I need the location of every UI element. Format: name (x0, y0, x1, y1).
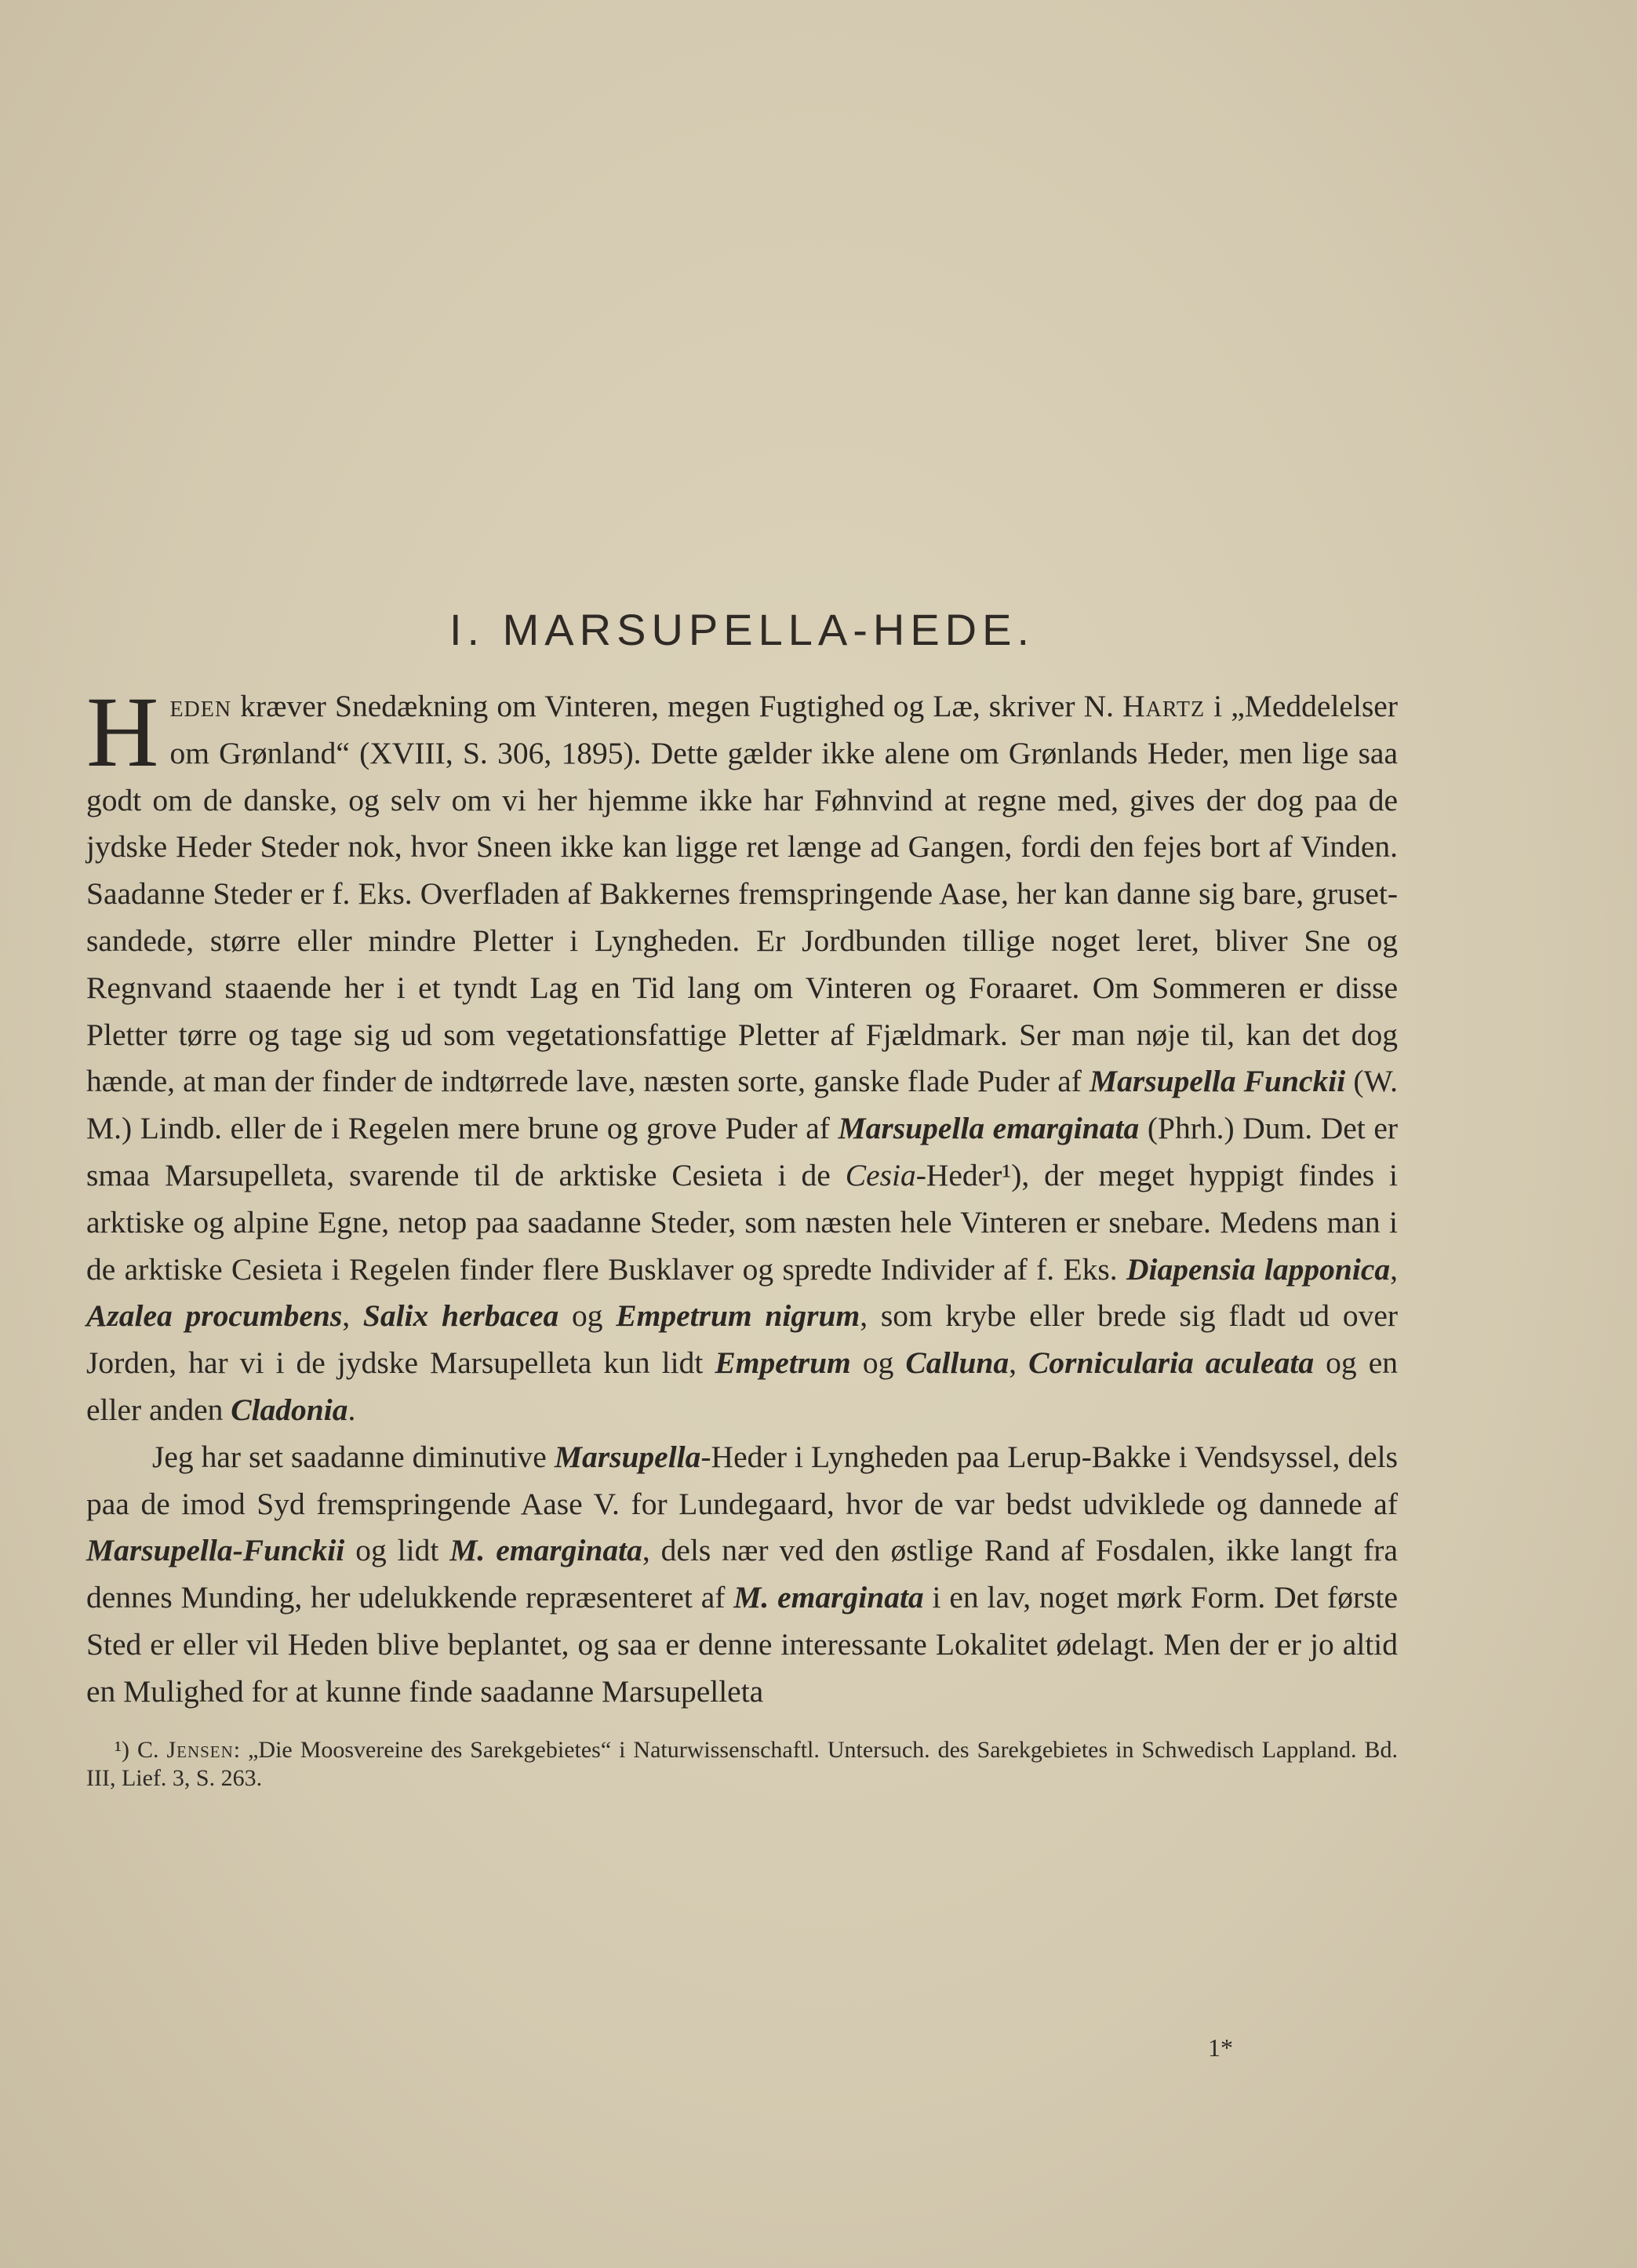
paragraph-1 (86, 676, 1399, 1434)
text-run-bi: Empetrum (715, 1345, 851, 1381)
chapter-title: I. MARSUPELLA-HEDE. (449, 605, 1035, 654)
text-run-bi: Marsupella emarginata (838, 1111, 1140, 1146)
footnote-1-body (86, 1737, 1398, 1791)
text-run-normal: , som krybe eller brede sig fladt ud over Jorden, har vi i de jydske Marsupelleta kun lidt (86, 1298, 1399, 1381)
text-run-normal: : „Die Moosvereine des Sarekgebietes“ i Naturwissenschaftl. Untersuch. des Sarekgebietes in Schwedisch Lappland. Bd. III, Lief. 3, S. 263. (86, 1736, 1398, 1791)
text-run-normal: , (1390, 1251, 1398, 1287)
drop-cap: H (86, 676, 159, 788)
text-run-bi: Diapensia lapponica (1126, 1251, 1391, 1287)
text-block (86, 604, 1398, 1793)
text-run-bi: M. emarginata (449, 1533, 642, 1568)
text-run-sc: eden (169, 689, 232, 723)
paragraph-2 (86, 1434, 1398, 1716)
paragraph-1-body (86, 676, 1399, 1427)
footnote-1 (86, 1736, 1398, 1793)
footnotes (86, 1736, 1398, 1793)
text-run-normal: og (558, 1298, 617, 1334)
text-run-normal: , (1009, 1345, 1029, 1381)
text-run-normal: , dels nær ved den østlige Rand af Fosdalen, ikke langt fra dennes Munding, her udelukkende repræsenteret af (86, 1533, 1398, 1615)
text-run-bi: M. emarginata (733, 1580, 924, 1615)
text-run-normal: og en eller anden (86, 1345, 1399, 1427)
text-run-normal: i en lav, noget mørk Form. Det første Sted er eller vil Heden blive beplantet, og saa er denne interessante Lokalitet ødelagt. Men der er jo altid en Mulighed for at kunne finde saadanne Marsupelleta (86, 1580, 1398, 1709)
text-run-normal: (Phrh.) Dum. Det er smaa Marsupelleta, svarende til de arktiske Cesieta i de (86, 1111, 1399, 1192)
text-run-sc: Hartz (1122, 689, 1206, 723)
text-run-normal: -Heder i Lyngheden paa Lerup-Bakke i Vendsyssel, dels paa de imod Syd fremspringende Aase V. for Lundegaard, hvor de var bedst udviklede og dannede af (86, 1439, 1398, 1521)
text-run-normal: i „Meddelelser om Grønland“ (XVIII, S. 306, 1895). Dette gælder ikke alene om Grønlands Heder, men lige saa godt om de danske, og selv om vi her hjemme ikke har Føhnvind at regne med, gives der dog paa de jydske Heder Steder nok, hvor Sneen ikke kan ligge ret længe ad Gangen, fordi den fejes bort af Vinden. Saadanne Steder er f. Eks. Overfladen af Bakkernes fremspringende Aase, her kan danne sig bare, gruset-sandede, større eller mindre Pletter i Lyngheden. Er Jordbunden tillige noget leret, bliver Sne og Regnvand staaende her i et tyndt Lag en Tid lang om Vinteren og Foraaret. Om Sommeren er disse Pletter tørre og tage sig ud som vegetationsfattige Pletter af Fjældmark. Ser man nøje til, kan det dog hænde, at man der finder de indtørrede lave, næsten sorte, ganske flade Puder af (86, 689, 1398, 1099)
text-run-sc: Jensen (166, 1736, 234, 1763)
text-run-bi: Calluna (905, 1345, 1009, 1381)
text-run-normal: , (342, 1298, 363, 1334)
text-run-normal: og (850, 1345, 906, 1381)
text-run-bi: Azalea procumbens (86, 1298, 343, 1334)
paragraph-2-body (86, 1440, 1398, 1709)
text-run-normal: (W. M.) Lindb. eller de i Regelen mere brune og grove Puder af (86, 1064, 1399, 1146)
text-run-bi: Salix herbacea (362, 1298, 559, 1334)
text-run-normal: Jeg har set saadanne diminutive (152, 1439, 555, 1474)
text-run-normal: -Heder¹), der meget hyppigt findes i arktiske og alpine Egne, netop paa saadanne Steder, som næsten hele Vinteren er snebare. Medens man i de arktiske Cesieta i Regelen finder flere Busklaver og spredte Individer af f. Eks. (86, 1157, 1399, 1287)
text-run-bi: Empetrum nigrum (616, 1298, 860, 1334)
text-run-bi: Cornicularia aculeata (1028, 1345, 1315, 1381)
text-run-normal: . (347, 1392, 356, 1427)
text-run-normal: ¹) C. (115, 1736, 167, 1763)
text-run-bi: Marsupella-Funckii (86, 1533, 345, 1568)
text-run-normal: og lidt (344, 1533, 450, 1568)
text-run-bi: Marsupella (554, 1439, 701, 1474)
folio-signature: 1* (1208, 2033, 1233, 2062)
text-run-bi: Marsupella Funckii (1090, 1064, 1346, 1099)
text-run-bi: Cladonia (231, 1392, 348, 1427)
text-run-normal: kræver Snedækning om Vinteren, megen Fugtighed og Læ, skriver N. (231, 689, 1123, 723)
text-run-it: Cesia (845, 1157, 916, 1192)
